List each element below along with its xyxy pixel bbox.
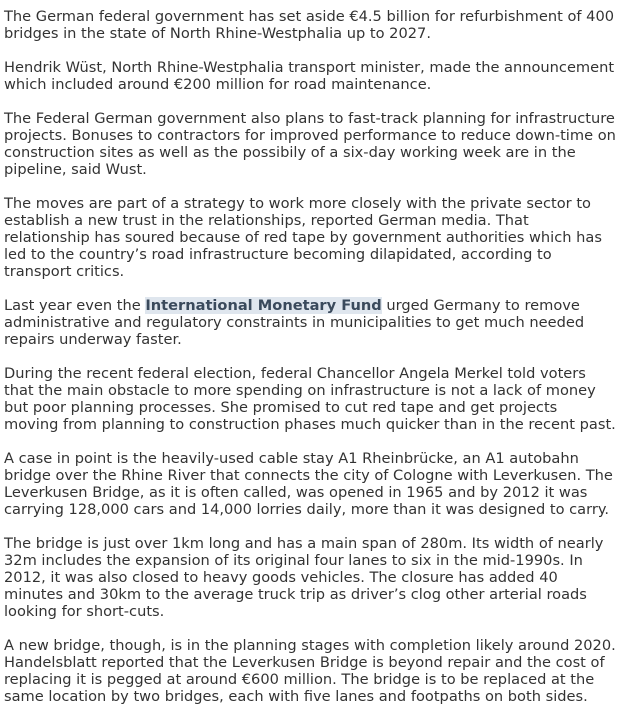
imf-link[interactable]: International Monetary Fund	[145, 297, 382, 314]
article-paragraph: The German federal government has set aside €4.5 billion for refurbishment of 400 bridges in the state of North Rhine-Westphalia up to 2027.	[4, 8, 615, 42]
paragraph-text: urged Germany to remove administrative and regulatory constraints in municipalities to get much needed repairs underway faster.	[4, 297, 585, 348]
article-paragraph: A new bridge, though, is in the planning stages with completion likely around 2020. Handelsblatt reported that the Leverkusen Bridge is beyond repair and the cost of replacing it is pegged at around €600 million. The bridge is to be replaced at the same location by two bridges, each with five lanes and footpaths on both sides.	[4, 637, 616, 705]
article-paragraph: A case in point is the heavily-used cable stay A1 Rheinbrücke, an A1 autobahn bridge over the Rhine River that connects the city of Cologne with Leverkusen. The Leverkusen Bridge, as it is often called, was opened in 1965 and by 2012 it was carrying 128,000 cars and 14,000 lorries daily, more than it was designed to carry.	[4, 450, 613, 518]
article-paragraph: The moves are part of a strategy to work more closely with the private sector to establish a new trust in the relationships, reported German media. That relationship has soured because of red tape by government authorities which has led to the country’s road infrastructure becoming dilapidated, according to transport critics.	[4, 195, 602, 280]
paragraph-text: Last year even the	[4, 297, 146, 314]
article-paragraph: Hendrik Wüst, North Rhine-Westphalia transport minister, made the announcement which included around €200 million for road maintenance.	[4, 59, 615, 93]
article-paragraph	[4, 297, 616, 348]
article-paragraph: During the recent federal election, federal Chancellor Angela Merkel told voters that the main obstacle to more spending on infrastructure is not a lack of money but poor planning processes. She promised to cut red tape and get projects moving from planning to construction phases much quicker than in the recent past.	[4, 365, 616, 433]
article-paragraph: The Federal German government also plans to fast-track planning for infrastructure projects. Bonuses to contractors for improved performance to reduce down-time on construction sites as well as the possibily of a six-day working week are in the pipeline, said Wust.	[4, 110, 616, 178]
article-paragraph: The bridge is just over 1km long and has a main span of 280m. Its width of nearly 32m includes the expansion of its original four lanes to six in the mid-1990s. In 2012, it was also closed to heavy goods vehicles. The closure has added 40 minutes and 30km to the average truck trip as driver’s clog other arterial roads looking for short-cuts.	[4, 535, 604, 620]
article-body	[4, 0, 616, 722]
